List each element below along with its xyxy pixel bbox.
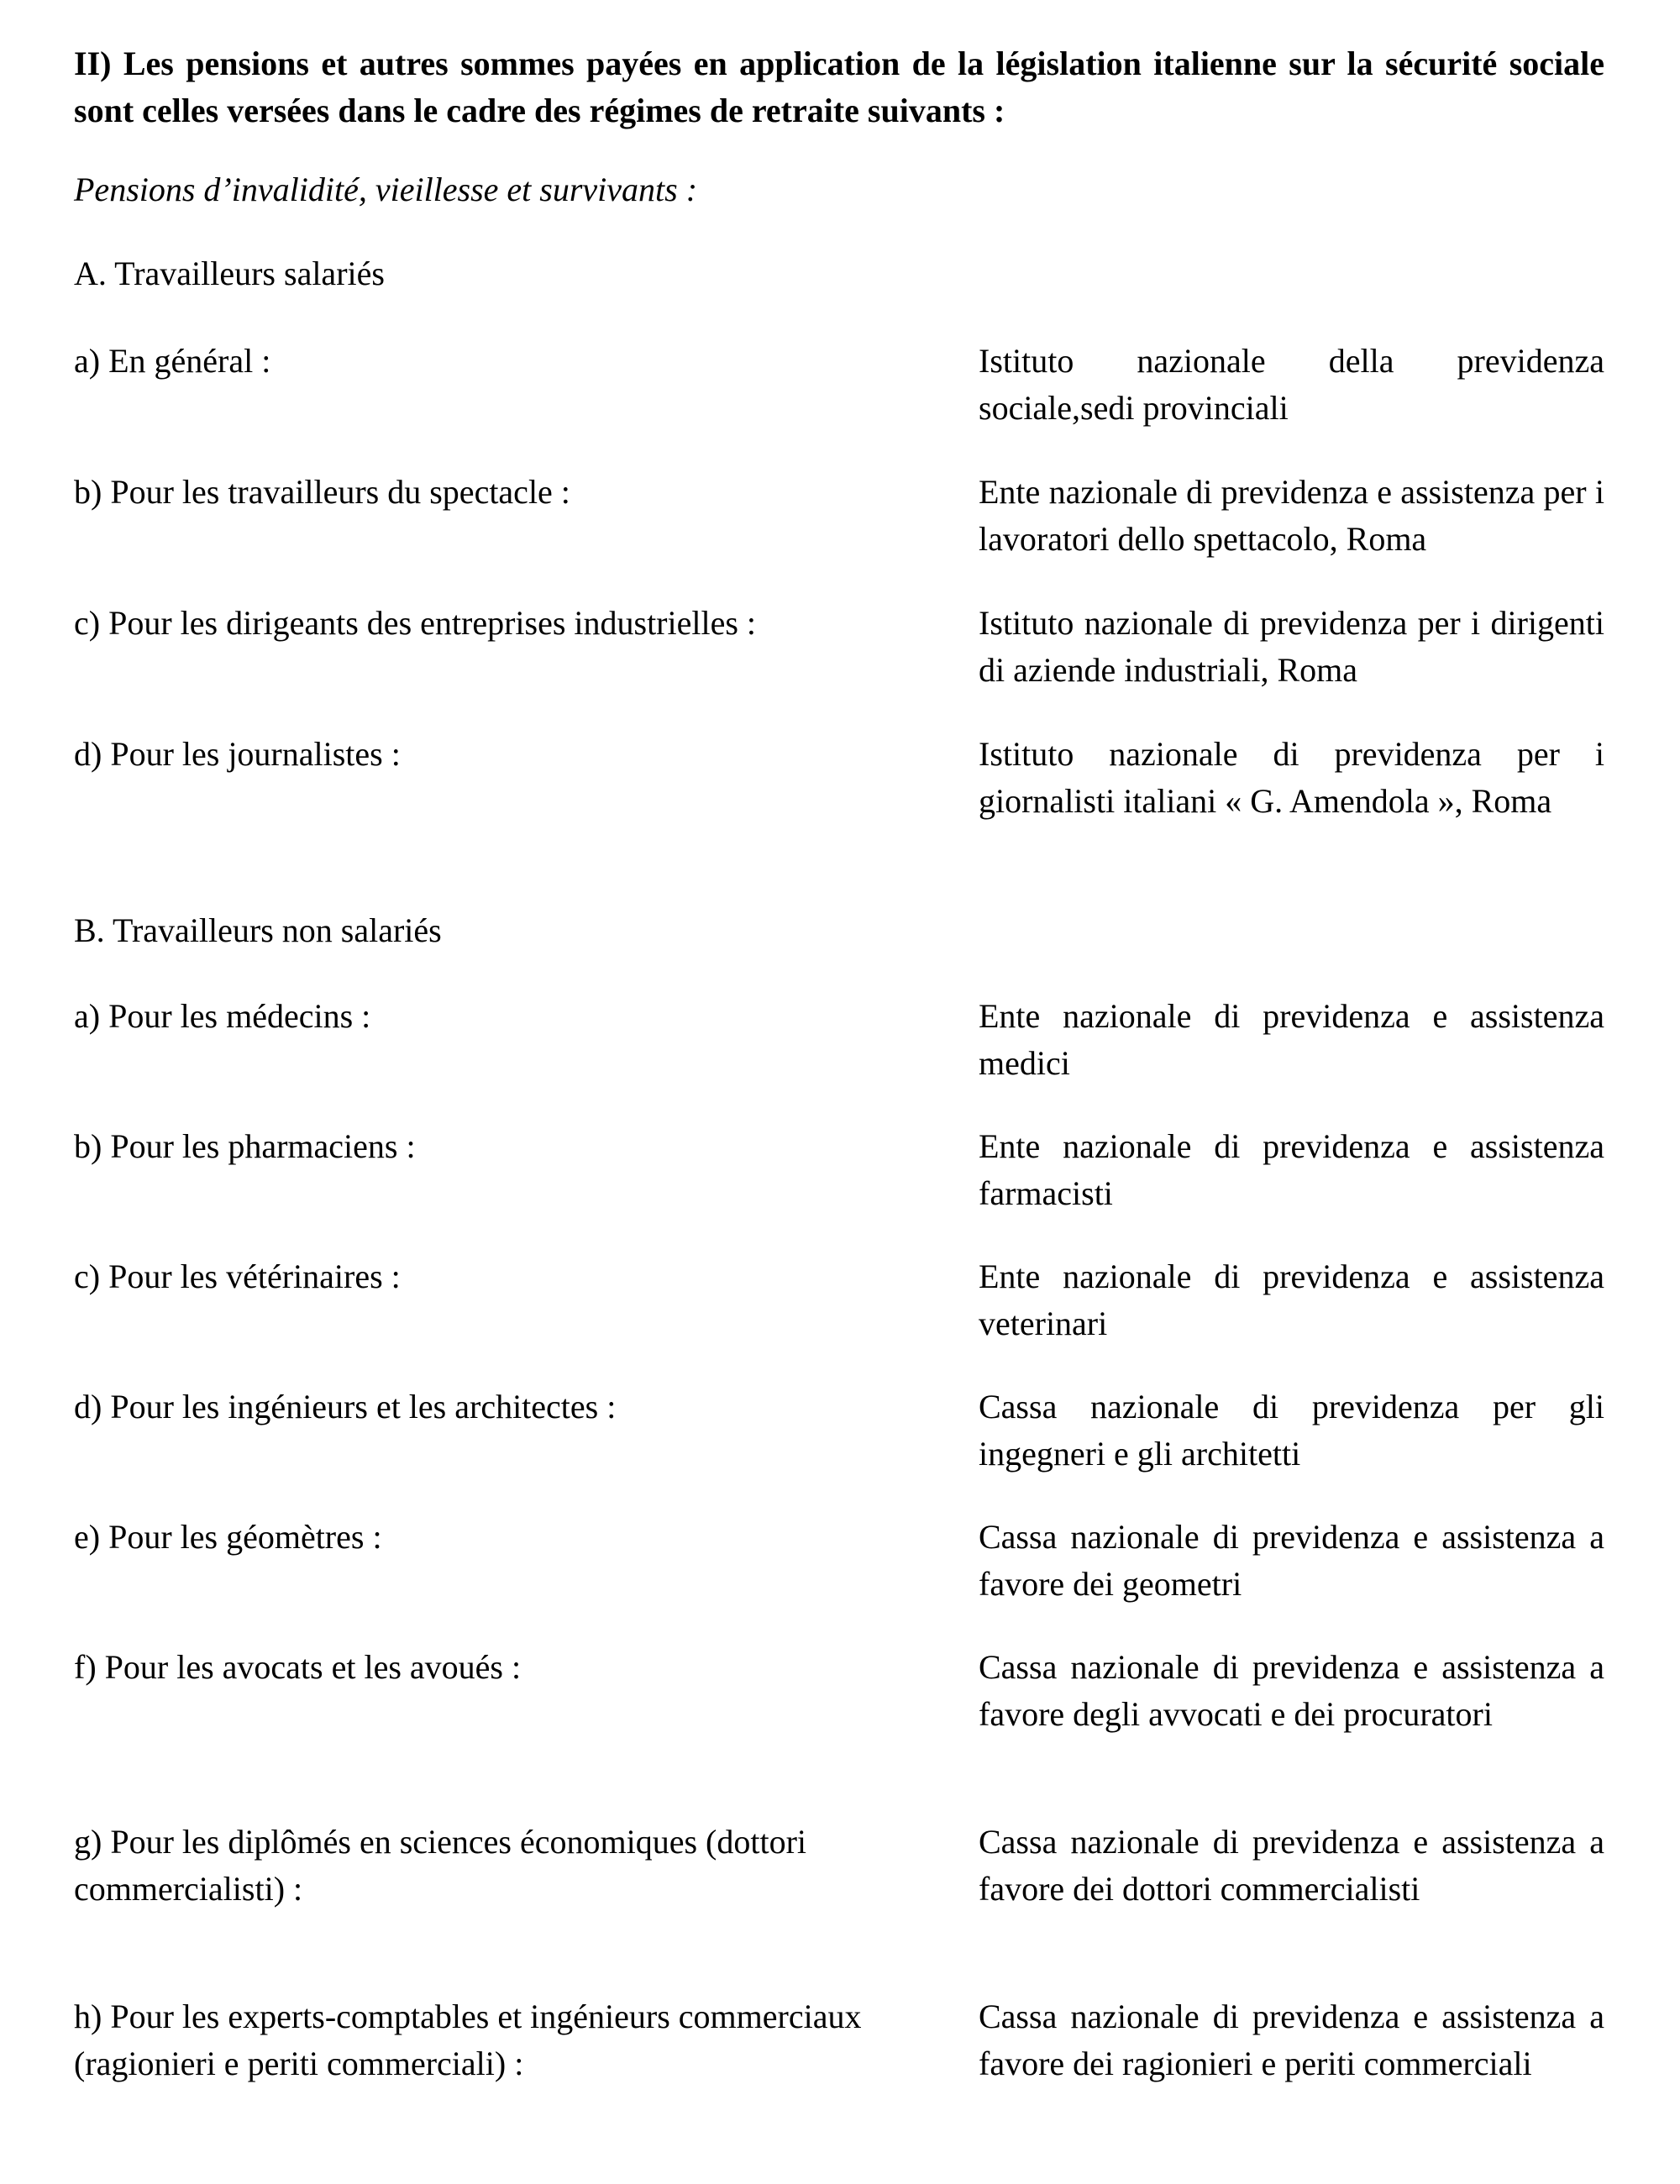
item-label: e) Pour les géomètres : bbox=[74, 1518, 382, 1556]
item-label: a) Pour les médecins : bbox=[74, 997, 371, 1035]
item-label: c) Pour les dirigeants des entreprises industrielles : bbox=[74, 604, 757, 642]
section-b-title: B. Travailleurs non salariés bbox=[74, 911, 442, 949]
section-a-title: A. Travailleurs salariés bbox=[74, 255, 385, 292]
item-label: d) Pour les journalistes : bbox=[74, 735, 401, 773]
item-value: Ente nazionale di previdenza e assistenza farmacisti bbox=[979, 1127, 1604, 1212]
intro-line: Pensions d’invalidité, vieillesse et survivants : bbox=[74, 171, 698, 208]
item-value: Istituto nazionale di previdenza per i giornalisti italiani « G. Amendola », Roma bbox=[979, 735, 1604, 820]
item-value: Ente nazionale di previdenza e assistenza per i lavoratori dello spettacolo, Roma bbox=[979, 473, 1604, 558]
item-value: Istituto nazionale di previdenza per i dirigenti di aziende industriali, Roma bbox=[979, 604, 1604, 689]
item-value: Cassa nazionale di previdenza e assistenza a favore degli avvocati e dei procuratori bbox=[979, 1648, 1604, 1733]
item-value: Cassa nazionale di previdenza e assistenza a favore dei ragionieri e periti commerciali bbox=[979, 1998, 1604, 2082]
item-label: b) Pour les travailleurs du spectacle : bbox=[74, 473, 570, 511]
item-label: d) Pour les ingénieurs et les architectes : bbox=[74, 1388, 617, 1425]
item-value: Cassa nazionale di previdenza e assistenza a favore dei dottori commercialisti bbox=[979, 1823, 1604, 1908]
item-value: Cassa nazionale di previdenza per gli ingegneri e gli architetti bbox=[979, 1388, 1604, 1473]
item-value: Ente nazionale di previdenza e assistenza veterinari bbox=[979, 1257, 1604, 1342]
item-label: b) Pour les pharmaciens : bbox=[74, 1127, 416, 1165]
document-heading: II) Les pensions et autres sommes payées en application de la législation italienne sur la sécurité sociale sont celles versées dans le cadre des régimes de retraite suivants : bbox=[74, 45, 1604, 129]
item-label: h) Pour les experts-comptables et ingénieurs commerciaux (ragionieri e periti commerciali) : bbox=[74, 1998, 862, 2082]
item-label: g) Pour les diplômés en sciences économiques (dottori commercialisti) : bbox=[74, 1823, 807, 1908]
item-value: Cassa nazionale di previdenza e assistenza a favore dei geometri bbox=[979, 1518, 1604, 1603]
item-value: Ente nazionale di previdenza e assistenza medici bbox=[979, 997, 1604, 1082]
item-label: a) En général : bbox=[74, 342, 271, 380]
item-value: Istituto nazionale della previdenza sociale,sedi provinciali bbox=[979, 342, 1604, 427]
item-label: f) Pour les avocats et les avoués : bbox=[74, 1648, 522, 1686]
item-label: c) Pour les vétérinaires : bbox=[74, 1257, 401, 1295]
